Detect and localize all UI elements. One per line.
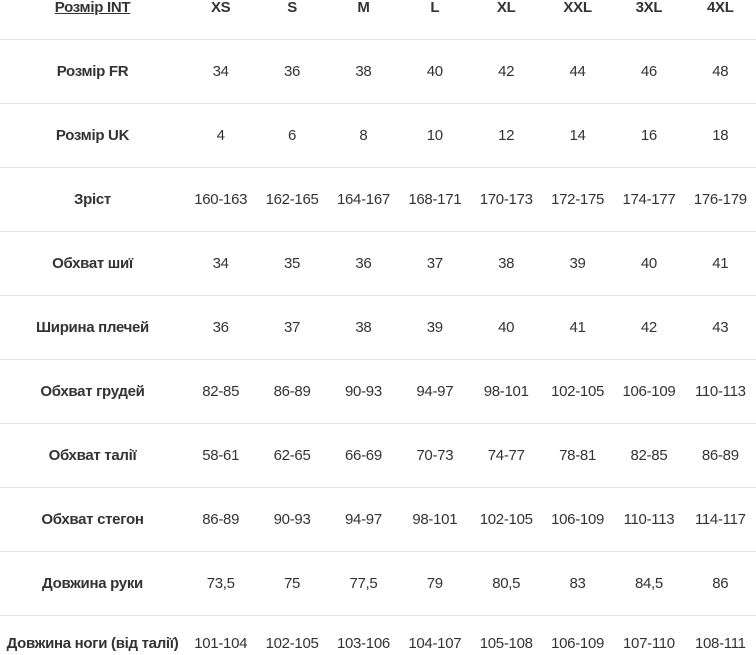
header-size-cell: L xyxy=(430,0,440,16)
value-cell: 6 xyxy=(288,126,297,144)
value-cell: 101-104 xyxy=(194,635,248,652)
value-cell: 41 xyxy=(569,318,586,336)
row-label-cell: Обхват талії xyxy=(48,446,137,464)
value-cell: 105-108 xyxy=(479,635,533,652)
value-cell: 102-105 xyxy=(265,635,319,652)
value-cell: 36 xyxy=(284,62,301,80)
value-cell: 86-89 xyxy=(202,510,240,528)
value-cell: 86 xyxy=(712,574,729,592)
value-cell: 94-97 xyxy=(416,382,454,400)
value-cell: 41 xyxy=(712,254,729,272)
table-row xyxy=(0,295,756,359)
value-cell: 18 xyxy=(712,126,729,144)
value-cell: 62-65 xyxy=(273,446,311,464)
value-cell: 73,5 xyxy=(206,574,235,592)
value-cell: 35 xyxy=(284,254,301,272)
value-cell: 44 xyxy=(569,62,586,80)
value-cell: 42 xyxy=(498,62,515,80)
header-size-cell: M xyxy=(357,0,370,16)
row-label-cell: Розмір UK xyxy=(55,126,130,144)
value-cell: 90-93 xyxy=(345,382,382,400)
header-size-cell: 4XL xyxy=(707,0,734,16)
value-cell: 79 xyxy=(426,574,443,592)
value-cell: 162-165 xyxy=(265,190,319,208)
value-cell: 80,5 xyxy=(492,574,521,592)
value-cell: 14 xyxy=(569,126,586,144)
value-cell: 40 xyxy=(640,254,657,272)
value-cell: 12 xyxy=(498,126,515,144)
value-cell: 103-106 xyxy=(336,635,390,652)
table-row xyxy=(0,487,756,551)
value-cell: 94-97 xyxy=(345,510,382,528)
value-cell: 86-89 xyxy=(701,446,739,464)
table-row xyxy=(0,359,756,423)
value-cell: 70-73 xyxy=(416,446,454,464)
value-cell: 38 xyxy=(498,254,515,272)
row-label-cell: Обхват шиї xyxy=(52,254,133,272)
value-cell: 74-77 xyxy=(487,446,525,464)
row-label-cell: Обхват стегон xyxy=(41,510,144,528)
value-cell: 42 xyxy=(640,318,657,336)
table-body xyxy=(0,39,756,655)
value-cell: 106-109 xyxy=(622,382,676,400)
value-cell: 84,5 xyxy=(634,574,663,592)
value-cell: 38 xyxy=(355,62,372,80)
header-size-cell: XL xyxy=(496,0,516,16)
value-cell: 160-163 xyxy=(194,190,248,208)
row-label-cell: Ширина плечей xyxy=(36,318,149,336)
value-cell: 98-101 xyxy=(412,510,458,528)
row-label-cell: Зріст xyxy=(74,190,111,208)
value-cell: 107-110 xyxy=(623,635,675,652)
value-cell: 40 xyxy=(426,62,443,80)
value-cell: 37 xyxy=(426,254,443,272)
value-cell: 98-101 xyxy=(483,382,529,400)
value-cell: 168-171 xyxy=(408,190,462,208)
value-cell: 104-107 xyxy=(408,635,462,652)
value-cell: 83 xyxy=(569,574,586,592)
value-cell: 174-177 xyxy=(622,190,676,208)
value-cell: 102-105 xyxy=(551,382,605,400)
value-cell: 106-109 xyxy=(551,510,605,528)
value-cell: 37 xyxy=(284,318,301,336)
header-size-cell: XXL xyxy=(563,0,592,16)
value-cell: 102-105 xyxy=(479,510,533,528)
value-cell: 164-167 xyxy=(336,190,390,208)
table-row xyxy=(0,103,756,167)
value-cell: 36 xyxy=(355,254,372,272)
value-cell: 82-85 xyxy=(630,446,668,464)
table-row xyxy=(0,615,756,655)
table-row xyxy=(0,423,756,487)
value-cell: 39 xyxy=(569,254,586,272)
value-cell: 172-175 xyxy=(551,190,605,208)
value-cell: 34 xyxy=(212,254,229,272)
value-cell: 78-81 xyxy=(559,446,596,464)
table-row xyxy=(0,167,756,231)
value-cell: 75 xyxy=(284,574,301,592)
value-cell: 46 xyxy=(640,62,657,80)
header-size-cell: 3XL xyxy=(635,0,663,16)
row-label-cell: Розмір FR xyxy=(56,62,129,80)
value-cell: 90-93 xyxy=(273,510,311,528)
header-size-cell: S xyxy=(287,0,297,16)
header-label-cell: Розмір INT xyxy=(54,0,131,16)
value-cell: 110-113 xyxy=(694,382,746,400)
value-cell: 4 xyxy=(216,126,225,144)
table-row xyxy=(0,39,756,103)
value-cell: 66-69 xyxy=(345,446,382,464)
value-cell: 36 xyxy=(212,318,229,336)
table-row xyxy=(0,551,756,615)
row-label-cell: Довжина ноги (від талії) xyxy=(6,635,179,652)
value-cell: 58-61 xyxy=(202,446,240,464)
value-cell: 40 xyxy=(498,318,515,336)
value-cell: 114-117 xyxy=(694,510,746,528)
header-row xyxy=(0,0,756,39)
table-header xyxy=(0,0,756,39)
value-cell: 48 xyxy=(712,62,729,80)
value-cell: 16 xyxy=(640,126,657,144)
value-cell: 170-173 xyxy=(479,190,533,208)
row-label-cell: Довжина руки xyxy=(42,574,143,592)
value-cell: 77,5 xyxy=(349,574,378,592)
value-cell: 8 xyxy=(359,126,368,144)
value-cell: 108-111 xyxy=(694,635,746,652)
value-cell: 34 xyxy=(212,62,229,80)
value-cell: 43 xyxy=(712,318,729,336)
table-row xyxy=(0,231,756,295)
row-label-cell: Обхват грудей xyxy=(40,382,145,400)
value-cell: 86-89 xyxy=(273,382,311,400)
header-size-cell: XS xyxy=(210,0,231,16)
value-cell: 39 xyxy=(426,318,443,336)
value-cell: 110-113 xyxy=(623,510,675,528)
value-cell: 10 xyxy=(426,126,443,144)
value-cell: 106-109 xyxy=(551,635,605,652)
value-cell: 82-85 xyxy=(202,382,240,400)
value-cell: 176-179 xyxy=(693,190,747,208)
value-cell: 38 xyxy=(355,318,372,336)
